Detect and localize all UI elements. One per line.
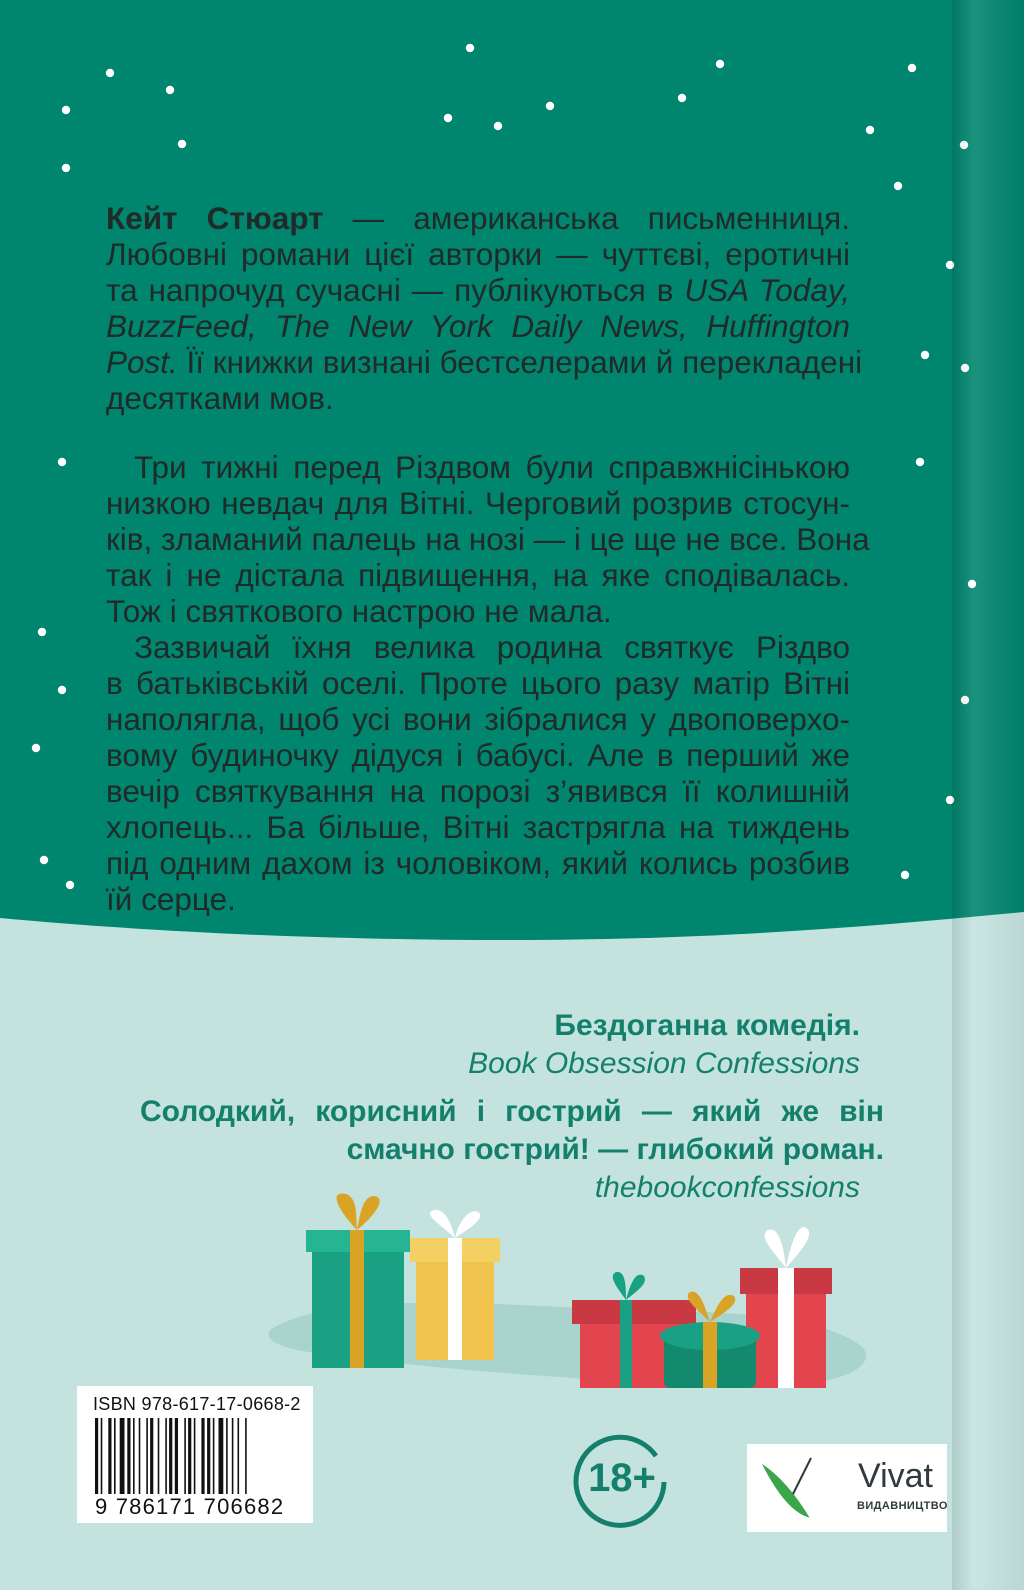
snowflake-dot-icon bbox=[494, 122, 502, 130]
snowflake-dot-icon bbox=[546, 102, 554, 110]
barcode-bar bbox=[150, 1418, 153, 1494]
barcode-bar bbox=[207, 1418, 210, 1494]
snowflake-dot-icon bbox=[38, 628, 46, 636]
snowflake-dot-icon bbox=[946, 796, 954, 804]
snowflake-dot-icon bbox=[178, 140, 186, 148]
isbn-digits: 9 786171 706682 bbox=[95, 1494, 285, 1519]
snowflake-dot-icon bbox=[166, 86, 174, 94]
synopsis-line: так і не дістала підвищення, на яке сподівалась. bbox=[106, 557, 850, 593]
barcode-bar bbox=[146, 1418, 148, 1494]
snowflake-dot-icon bbox=[961, 364, 969, 372]
author-name: Кейт Стюарт bbox=[106, 200, 324, 236]
barcode-bar bbox=[133, 1418, 135, 1494]
barcode-bar bbox=[201, 1418, 204, 1494]
barcode-bar bbox=[238, 1418, 240, 1494]
barcode-bar bbox=[101, 1418, 103, 1494]
barcode-bar bbox=[114, 1418, 116, 1494]
quill-feather-icon bbox=[757, 1454, 815, 1520]
quote-source: Book Obsession Confessions bbox=[468, 1047, 860, 1080]
publisher-name: Vivat bbox=[858, 1457, 933, 1495]
snowflake-dot-icon bbox=[921, 351, 929, 359]
synopsis-line: хлопець... Ба більше, Вітні застрягла на тиждень bbox=[106, 809, 850, 845]
barcode-bar bbox=[158, 1418, 160, 1494]
synopsis-line: Тож і святкового настрою не мала. bbox=[106, 593, 612, 629]
synopsis-line: ків, зламаний палець на нозі — і це ще не все. Вона bbox=[106, 521, 870, 557]
gift-box-icon bbox=[306, 1193, 410, 1368]
snowflake-dot-icon bbox=[866, 126, 874, 134]
snowflake-dot-icon bbox=[466, 44, 474, 52]
publisher-subtitle: ВИДАВНИЦТВО bbox=[857, 1500, 948, 1512]
barcode-bar bbox=[232, 1418, 234, 1494]
isbn-label: ISBN 978-617-17-0668-2 bbox=[93, 1394, 301, 1414]
synopsis bbox=[106, 449, 870, 917]
barcode-bar bbox=[120, 1418, 125, 1494]
author-bio: Кейт Стюарт — американська письменниця. Любовні романи цієї авторки — чуттєві, еротичні та напрочуд сучасні — публікуються в USA Today, BuzzFeed, The New York Daily News, Huffington Post. Її книжки визнані бестселерами й перекладені десятками мов. bbox=[106, 200, 863, 416]
snowflake-dot-icon bbox=[901, 871, 909, 879]
snowflake-dot-icon bbox=[968, 580, 976, 588]
synopsis-line: низкою невдач для Вітні. Черговий розрив стосун- bbox=[106, 485, 850, 521]
snowflake-dot-icon bbox=[716, 60, 724, 68]
gift-box-icon bbox=[410, 1210, 500, 1360]
barcode-bar bbox=[169, 1418, 172, 1494]
barcode-bar bbox=[184, 1418, 186, 1494]
synopsis-line: Зазвичай їхня велика родина святкує Різдво bbox=[134, 629, 850, 665]
barcode-bar bbox=[139, 1418, 141, 1494]
synopsis-line: вому будиночку дідуся і бабусі. Але в перший же bbox=[106, 737, 850, 773]
barcode-bar bbox=[219, 1418, 224, 1494]
age-rating-text: 18+ bbox=[588, 1456, 656, 1500]
snowflake-dot-icon bbox=[62, 164, 70, 172]
synopsis-line: в батьківській оселі. Проте цього разу матір Вітні bbox=[106, 665, 850, 701]
snowflake-dot-icon bbox=[106, 69, 114, 77]
snowflake-dot-icon bbox=[908, 64, 916, 72]
snowflake-dot-icon bbox=[960, 141, 968, 149]
isbn-barcode-box bbox=[77, 1386, 313, 1523]
barcode-icon bbox=[95, 1418, 303, 1494]
barcode-bar bbox=[245, 1418, 247, 1494]
barcode-bar bbox=[194, 1418, 196, 1494]
snowflake-dot-icon bbox=[58, 686, 66, 694]
snowflake-dot-icon bbox=[32, 744, 40, 752]
synopsis-line: наполягла, щоб усі вони зібралися у двоповерхо- bbox=[106, 701, 850, 737]
barcode-bar bbox=[226, 1418, 228, 1494]
gifts-illustration bbox=[250, 1180, 890, 1410]
snowflake-dot-icon bbox=[916, 458, 924, 466]
barcode-bar bbox=[95, 1418, 98, 1494]
barcode-bar bbox=[175, 1418, 178, 1494]
snowflake-dot-icon bbox=[678, 94, 686, 102]
snowflake-dot-icon bbox=[894, 182, 902, 190]
quote-text: Солодкий, корисний і гострий — який же він bbox=[140, 1095, 884, 1128]
quote-text: смачно гострий! — глибокий роман. bbox=[346, 1133, 884, 1166]
review-quote-1 bbox=[468, 1007, 860, 1083]
quote-text: Бездоганна комедія. bbox=[554, 1009, 860, 1042]
snowflake-dot-icon bbox=[444, 114, 452, 122]
synopsis-line: під одним дахом із чоловіком, який колись розбив bbox=[106, 845, 850, 881]
snowflake-dot-icon bbox=[62, 106, 70, 114]
snowflake-dot-icon bbox=[961, 696, 969, 704]
quote-source: thebookconfessions bbox=[594, 1171, 860, 1204]
barcode-bar bbox=[188, 1418, 191, 1494]
barcode-bar bbox=[127, 1418, 130, 1494]
synopsis-line: вечір святкування на порозі з’явився її колишній bbox=[106, 773, 850, 809]
barcode-bar bbox=[165, 1418, 167, 1494]
snowflake-dot-icon bbox=[58, 458, 66, 466]
snowflake-dot-icon bbox=[946, 261, 954, 269]
snowflake-dot-icon bbox=[66, 881, 74, 889]
snowflake-dot-icon bbox=[40, 856, 48, 864]
synopsis-line: їй серце. bbox=[106, 881, 236, 917]
barcode-bar bbox=[213, 1418, 215, 1494]
barcode-bar bbox=[108, 1418, 111, 1494]
synopsis-line: Три тижні перед Різдвом були справжнісінькою bbox=[134, 449, 850, 485]
